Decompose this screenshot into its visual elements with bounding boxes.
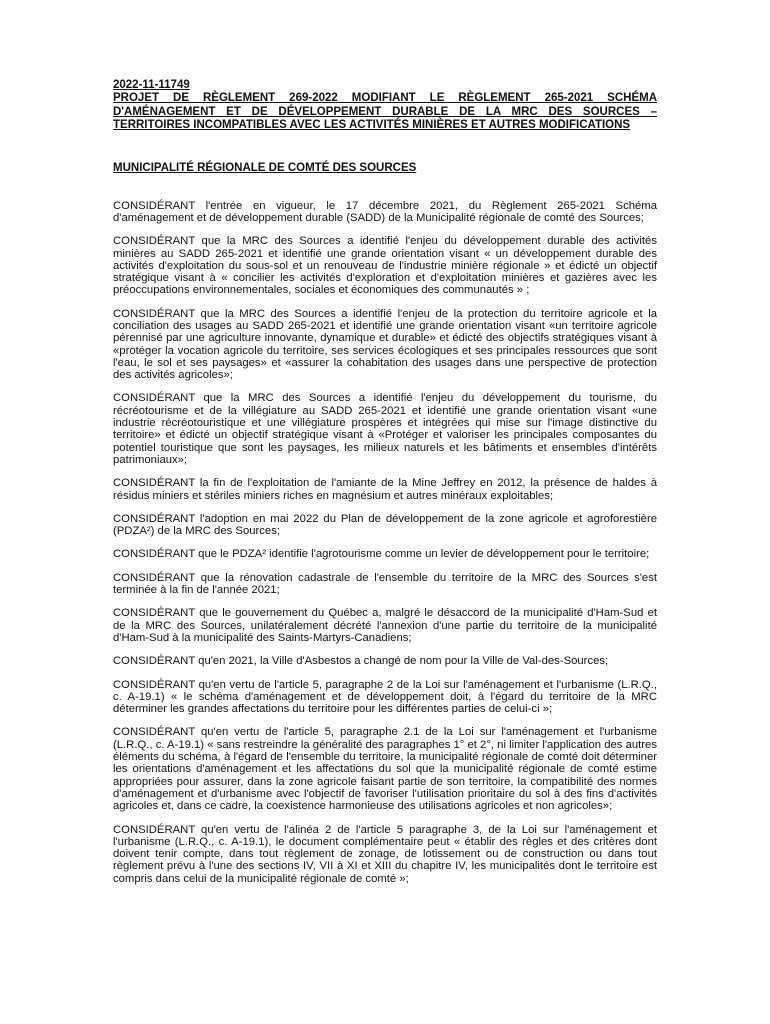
document-title-block <box>113 79 657 133</box>
paragraph: CONSIDÉRANT qu'en 2021, la Ville d'Asbestos a changé de nom pour la Ville de Val-des-Sources; <box>113 655 609 668</box>
document-title: PROJET DE RÈGLEMENT 269-2022 MODIFIANT LE RÈGLEMENT 265-2021 SCHÉMA D'AMÉNAGEMENT ET DE DÉVELOPPEMENT DURABLE DE LA MRC DES SOURCES – TERRITOIRES INCOMPATIBLES AVEC LES ACTIVITÉS MINIÈRES ET AUTRES MODIFICATIONS <box>113 92 657 132</box>
paragraph: CONSIDÉRANT que la MRC des Sources a identifié l'enjeu du développement durable des activités minières au SADD 265-2021 et identifié une grande orientation visant « un développement durable des activités d'exploitation du sous-sol et un renouveau de l'industrie minière régionale » et édicté un objectif stratégique visant à « concilier les activités d'exploration et d'exploitation minières et gazières avec les préoccupations environnementales, sociales et économiques des communautés » ; <box>113 235 657 297</box>
paragraph: CONSIDÉRANT que le gouvernement du Québec a, malgré le désaccord de la municipalité d'Ham-Sud et de la MRC des Sources, unilatéralement décrété l'annexion d'une partie du territoire de la municipalité d'Ham-Sud à la municipalité des Saints-Martyrs-Canadiens; <box>113 607 657 644</box>
paragraph: CONSIDÉRANT l'entrée en vigueur, le 17 décembre 2021, du Règlement 265-2021 Schéma d'aménagement et de développement durable (SADD) de la Municipalité régionale de comté des Sources; <box>113 199 657 224</box>
paragraph: CONSIDÉRANT qu'en vertu de l'article 5, paragraphe 2.1 de la Loi sur l'aménagement et l'urbanisme (L.R.Q., c. A-19.1) « sans restreindre la généralité des paragraphes 1° et 2°, ni limiter l'application des autres éléments du schéma, à l'égard de l'ensemble du territoire, la municipalité régionale de comté doit déterminer les orientations d'aménagement et les affectations du sol que la municipalité régionale de comté estime appropriées pour assurer, dans la zone agricole faisant partie de son territoire, la compatibilité des normes d'aménagement et d'urbanisme avec l'objectif de favoriser l'utilisation prioritaire du sol à des fins d'activités agricoles et, dans ce cadre, la coexistence harmonieuse des utilisations agricoles et non agricoles»; <box>113 726 657 813</box>
paragraph: CONSIDÉRANT qu'en vertu de l'article 5, paragraphe 2 de la Loi sur l'aménagement et l'urbanisme (L.R.Q., c. A-19.1) « le schéma d'aménagement et de développement doit, à l'égard du territoire de la MRC déterminer les grandes affectations du territoire pour les différentes parties de celui-ci »; <box>113 678 657 716</box>
organization-heading: MUNICIPALITÉ RÉGIONALE DE COMTÉ DES SOURCES <box>113 161 417 174</box>
paragraph: CONSIDÉRANT la fin de l'exploitation de l'amiante de la Mine Jeffrey en 2012, la présence de haldes à résidus miniers et stériles miniers riches en magnésium et autres minéraux exploitables; <box>113 477 657 502</box>
paragraph: CONSIDÉRANT que la rénovation cadastrale de l'ensemble du territoire de la MRC des Sources s'est terminée à la fin de l'année 2021; <box>113 571 657 597</box>
paragraph: CONSIDÉRANT qu'en vertu de l'alinéa 2 de l'article 5 paragraphe 3, de la Loi sur l'aménagement et l'urbanisme (L.R.Q., c. A-19.1), le document complémentaire peut « établir des règles et des critères dont doivent tenir compte, dans tout règlement de zonage, de lotissement ou de construction ou dans tout règlement prévu à l'une des sections IV, VII à XI et XIII du chapitre IV, les municipalités dont le territoire est compris dans celui de la municipalité régionale de comté »; <box>113 823 657 885</box>
paragraph: CONSIDÉRANT que le PDZA² identifie l'agrotourisme comme un levier de développement pour le territoire; <box>113 548 650 561</box>
paragraph: CONSIDÉRANT l'adoption en mai 2022 du Plan de développement de la zone agricole et agroforestière (PDZA²) de la MRC des Sources; <box>113 512 657 538</box>
document-number: 2022-11-11749 <box>113 79 190 91</box>
paragraph: CONSIDÉRANT que la MRC des Sources a identifié l'enjeu de la protection du territoire agricole et la conciliation des usages au SADD 265-2021 et identifié une grande orientation visant «un territoire agricole pérennisé par une agriculture innovante, dynamique et durable» et édicté des objectifs stratégiques visant à «protéger la vocation agricole du territoire, ses services écologiques et ses principales ressources que sont l'eau, le sol et ses paysages» et «assurer la cohabitation des usages dans une perspective de protection des activités agricoles»; <box>113 307 657 382</box>
paragraph: CONSIDÉRANT que la MRC des Sources a identifié l'enjeu du développement du tourisme, du récréotourisme et de la villégiature au SADD 265-2021 et identifié une grande orientation visant «une industrie récréotouristique et une villégiature prospères et intégrées qui mise sur l'image distinctive du territoire» et édicté un objectif stratégique visant à «Protéger et valoriser les principales composantes du potentiel touristique que sont les paysages, les milieux naturels et les bâtiments et ensembles d'intérêts patrimoniaux»; <box>113 392 657 466</box>
